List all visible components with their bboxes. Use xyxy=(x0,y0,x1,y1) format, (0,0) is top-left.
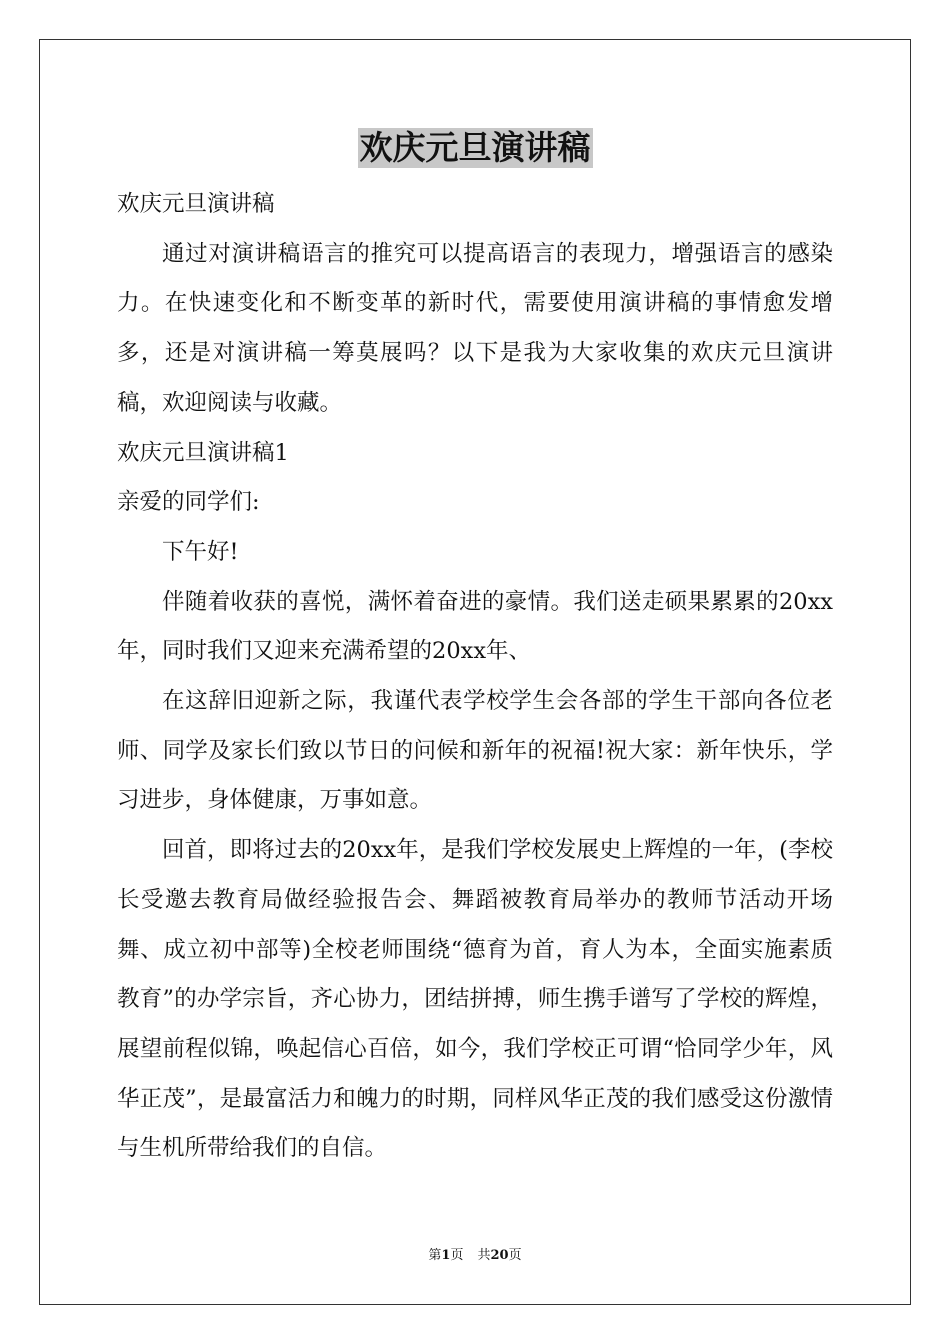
document-body xyxy=(117,180,833,1174)
document-title: 欢庆元旦演讲稿 xyxy=(359,128,591,167)
total-label-unit: 页 xyxy=(508,1248,522,1263)
body-paragraph: 通过对演讲稿语言的推究可以提高语言的表现力，增强语言的感染力。在快速变化和不断变革的新时代，需要使用演讲稿的事情愈发增多，还是对演讲稿一筹莫展吗？以下是我为大家收集的欢庆元旦演讲稿，欢迎阅读与收藏。 xyxy=(117,240,833,416)
body-paragraph: 欢庆元旦演讲稿 xyxy=(117,191,275,217)
body-paragraph: 欢庆元旦演讲稿1 xyxy=(117,439,289,466)
title-container xyxy=(0,128,950,168)
page-footer xyxy=(0,1248,950,1264)
body-paragraph: 回首，即将过去的20xx年，是我们学校发展史上辉煌的一年，(李校长受邀去教育局做经验报告会、舞蹈被教育局举办的教师节活动开场舞、成立初中部等)全校老师围绕“德育为首，育人为本，全面实施素质教育”的办学宗旨，齐心协力，团结拼搏，师生携手谱写了学校的辉煌，展望前程似锦，唤起信心百倍，如今，我们学校正可谓“恰同学少年，风华正茂”，是最富活力和魄力的时期，同样风华正茂的我们感受这份激情与生机所带给我们的自信。 xyxy=(117,837,833,1162)
body-paragraph: 亲爱的同学们: xyxy=(117,489,260,516)
total-page-count: 20 xyxy=(490,1248,509,1263)
body-paragraph: 伴随着收获的喜悦，满怀着奋进的豪情。我们送走硕果累累的20xx年，同时我们又迎来充满希望的20xx年、 xyxy=(117,588,833,665)
current-page-number: 1 xyxy=(441,1248,451,1263)
body-paragraph: 下午好! xyxy=(162,538,239,565)
page-label-prefix: 第 xyxy=(428,1248,442,1263)
body-paragraph: 在这辞旧迎新之际，我谨代表学校学生会各部的学生干部向各位老师、同学及家长们致以节日的问候和新年的祝福!祝大家：新年快乐，学习进步，身体健康，万事如意。 xyxy=(117,688,833,814)
total-label-prefix: 共 xyxy=(477,1248,491,1263)
page-label-unit: 页 xyxy=(450,1248,464,1263)
